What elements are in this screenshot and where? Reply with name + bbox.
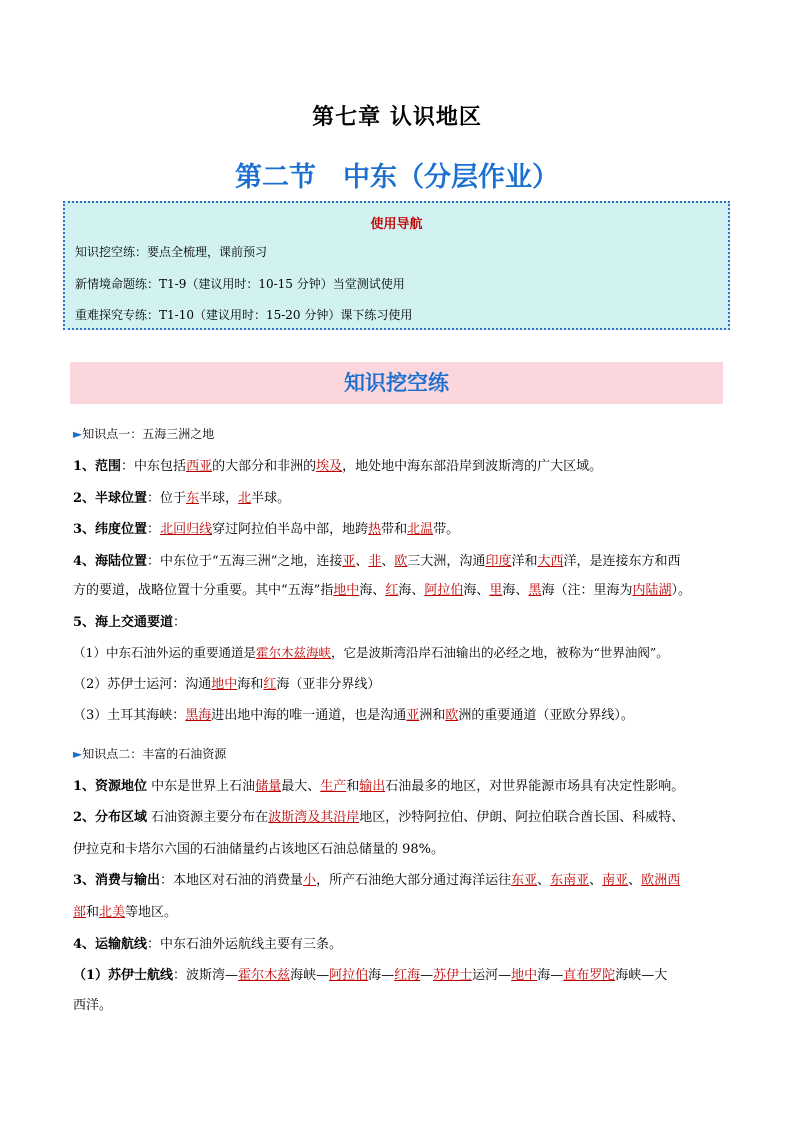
answer-blank: 欧 — [394, 554, 408, 569]
answer-blank: 地中 — [333, 583, 360, 598]
answer-blank: 黑海 — [185, 708, 212, 723]
answer-blank: 阿拉伯 — [424, 583, 464, 598]
text: 穿过阿拉伯半岛中部，地跨 — [212, 522, 369, 537]
label: 4、运输航线 — [73, 937, 148, 952]
text: 方的要道，战略位置十分重要。其中“五海”指 — [73, 583, 334, 598]
answer-blank: 埃及 — [316, 459, 343, 474]
text: 三大洲，沟通 — [407, 554, 486, 569]
text: （1）中东石油外运的重要通道是 — [73, 645, 256, 660]
knowledge-point-2-heading — [73, 745, 226, 762]
answer-blank: 印度 — [485, 554, 512, 569]
triangle-bullet-icon: ► — [73, 427, 83, 441]
answer-blank: 欧洲西 — [641, 873, 681, 888]
knowledge-point-1-heading — [73, 425, 214, 442]
nav-line-1: 知识挖空练：要点全梳理，课前预习 — [75, 245, 268, 259]
text: 海、 — [359, 583, 386, 598]
label: 3、纬度位置 — [73, 522, 148, 537]
text: 中东是世界上石油 — [147, 779, 256, 794]
text: ： — [173, 615, 187, 630]
answer-blank: 东亚 — [511, 873, 538, 888]
text-line — [73, 704, 733, 723]
answer-blank: 里 — [489, 583, 503, 598]
answer-blank: 南亚 — [602, 873, 629, 888]
label: 2、分布区域 — [73, 810, 148, 825]
text: 和 — [346, 779, 360, 794]
nav-title: 使用导航 — [370, 217, 423, 232]
answer-blank: 热 — [368, 522, 382, 537]
text: 带。 — [433, 522, 460, 537]
text: 海峡— — [290, 968, 330, 983]
label: 5、海上交通要道 — [73, 615, 174, 630]
answer-blank: 红海 — [394, 968, 421, 983]
text: 海、 — [398, 583, 425, 598]
kp-title: 知识点二：丰富的石油资源 — [82, 747, 227, 761]
text-line — [73, 994, 733, 1013]
text: ：位于 — [147, 491, 187, 506]
nav-line-3: 重难探究专练：T1-10（建议用时：15-20 分钟）课下练习使用 — [75, 308, 413, 322]
text: ）。 — [671, 583, 691, 598]
answer-blank: 部 — [73, 905, 87, 920]
label: 1、范围 — [73, 459, 122, 474]
text: 、 — [628, 873, 642, 888]
label: （1）苏伊士航线 — [73, 968, 174, 983]
text: 海— — [537, 968, 564, 983]
text-line — [73, 775, 733, 794]
answer-blank: 苏伊士 — [433, 968, 473, 983]
answer-blank: 非 — [368, 554, 382, 569]
text-line — [73, 806, 733, 825]
section-title: 第二节 中东（分层作业） — [235, 162, 559, 193]
usage-navigation-box — [63, 201, 730, 330]
answer-blank: 输出 — [359, 779, 386, 794]
text: ：波斯湾— — [173, 968, 239, 983]
text: ：中东位于“五海三洲”之地，连接 — [147, 554, 343, 569]
label: 4、海陆位置 — [73, 554, 148, 569]
text: 伊拉克和卡塔尔六国的石油储量约占该地区石油总储量的 98%。 — [73, 842, 445, 857]
nav-line-2: 新情境命题练：T1-9（建议用时：10-15 分钟）当堂测试使用 — [75, 277, 405, 291]
text: 运河— — [472, 968, 512, 983]
text: 半球， — [199, 491, 239, 506]
text: 、 — [381, 554, 395, 569]
section-banner: 知识挖空练 — [70, 362, 723, 404]
answer-blank: 北温 — [407, 522, 434, 537]
text: 、 — [355, 554, 369, 569]
text: 和 — [86, 905, 100, 920]
text-line — [73, 611, 733, 630]
text-line — [73, 901, 733, 920]
answer-blank: 波斯湾及其沿岸 — [268, 810, 360, 825]
answer-blank: 红 — [385, 583, 399, 598]
text: ：中东包括 — [121, 459, 187, 474]
text-line — [73, 838, 733, 857]
text: 进出地中海的唯一通道，也是沟通 — [211, 708, 407, 723]
text-line — [73, 579, 733, 598]
text-line — [73, 455, 733, 474]
text: 海（亚非分界线） — [276, 677, 381, 692]
text-line — [73, 673, 733, 692]
text: ，所产石油绝大部分通过海洋运往 — [316, 873, 512, 888]
text-line — [73, 643, 733, 661]
answer-blank: 欧 — [445, 708, 459, 723]
text: ：中东石油外运航线主要有三条。 — [147, 937, 343, 952]
answer-blank: 地中 — [511, 968, 538, 983]
text-line — [73, 869, 733, 888]
answer-blank: 阿拉伯 — [329, 968, 369, 983]
answer-blank: 地中 — [211, 677, 238, 692]
answer-blank: 小 — [303, 873, 317, 888]
answer-blank: 亚 — [342, 554, 356, 569]
text-line — [73, 964, 733, 983]
answer-blank: 东 — [186, 491, 200, 506]
text: 、 — [537, 873, 551, 888]
answer-blank: 生产 — [320, 779, 347, 794]
label: 2、半球位置 — [73, 491, 148, 506]
text: ： — [147, 522, 161, 537]
text: （3）土耳其海峡： — [73, 708, 186, 723]
answer-blank: 直布罗陀 — [563, 968, 616, 983]
text-line — [73, 550, 733, 569]
text: （2）苏伊士运河：沟通 — [73, 677, 212, 692]
label: 1、资源地位 — [73, 779, 148, 794]
answer-blank: 黑 — [528, 583, 542, 598]
text: 西洋。 — [73, 998, 113, 1013]
text-line — [73, 487, 733, 506]
label: 3、消费与输出 — [73, 873, 161, 888]
text: 石油资源主要分布在 — [147, 810, 269, 825]
text: 半球。 — [251, 491, 291, 506]
text: 最大、 — [281, 779, 321, 794]
answer-blank: 北回归线 — [160, 522, 213, 537]
answer-blank: 霍尔木兹 — [238, 968, 291, 983]
answer-blank: 霍尔木兹海峡 — [255, 645, 331, 660]
text: 的大部分和非洲的 — [212, 459, 317, 474]
text: ，它是波斯湾沿岸石油输出的必经之地，被称为“世界油阀”。 — [330, 645, 669, 660]
text-line — [73, 518, 733, 537]
text: 洋，是连接东方和西 — [563, 554, 681, 569]
kp-title: 知识点一：五海三洲之地 — [82, 427, 215, 441]
text: 海— — [368, 968, 395, 983]
text-line — [73, 933, 733, 952]
text: 石油最多的地区，对世界能源市场具有决定性影响。 — [385, 779, 685, 794]
answer-blank: 大西 — [537, 554, 564, 569]
text: 海、 — [463, 583, 490, 598]
text: ，地处地中海东部沿岸到波斯湾的广大区域。 — [342, 459, 603, 474]
text: 带和 — [381, 522, 408, 537]
text: 洋和 — [511, 554, 538, 569]
text: 洲和 — [419, 708, 446, 723]
text: 海和 — [237, 677, 264, 692]
text: 、 — [589, 873, 603, 888]
text: 地区，沙特阿拉伯、伊朗、阿拉伯联合酋长国、科威特、 — [359, 810, 685, 825]
answer-blank: 亚 — [406, 708, 420, 723]
answer-blank: 北 — [238, 491, 252, 506]
answer-blank: 内陆湖 — [632, 583, 672, 598]
answer-blank: 北美 — [99, 905, 126, 920]
answer-blank: 西亚 — [186, 459, 213, 474]
text: 海（注：里海为 — [541, 583, 633, 598]
text: ：本地区对石油的消费量 — [160, 873, 304, 888]
text: — — [420, 968, 434, 983]
answer-blank: 东南亚 — [550, 873, 590, 888]
answer-blank: 储量 — [255, 779, 282, 794]
text: 海峡—大 — [615, 968, 668, 983]
text: 洲的重要通道（亚欧分界线）。 — [458, 708, 634, 723]
text: 等地区。 — [125, 905, 178, 920]
text: 海、 — [502, 583, 529, 598]
triangle-bullet-icon: ► — [73, 747, 83, 761]
answer-blank: 红 — [263, 677, 277, 692]
chapter-title: 第七章 认识地区 — [312, 105, 482, 130]
